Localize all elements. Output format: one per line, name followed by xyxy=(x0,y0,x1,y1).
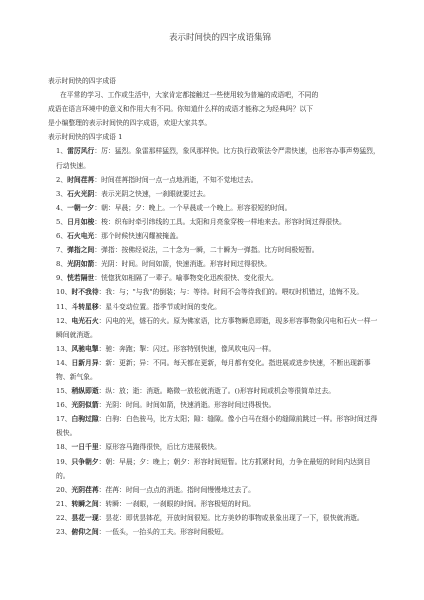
idiom-number: 6、 xyxy=(56,232,68,241)
idiom-definition: ：梭：织布时牵引纬线的工具。太阳和月亮象穿梭一样地来去。形容时间过得很快。 xyxy=(94,217,346,226)
idiom-entry xyxy=(48,257,384,271)
idiom-entry xyxy=(48,187,384,201)
idiom-term: 日月如梭 xyxy=(67,217,95,226)
idiom-definition: ：闪电的光，燧石的火。原为佛家语，比方事物瞬息即逝，现多形容事物象闪电和石火一样一瞬间就消逝。 xyxy=(56,316,378,339)
idiom-term: 白驹过隙 xyxy=(71,415,99,424)
idiom-number: 22、 xyxy=(56,513,72,522)
idiom-term: 日新月异 xyxy=(71,358,99,367)
intro-paragraph xyxy=(48,88,384,130)
idiom-number: 4、 xyxy=(56,203,68,212)
idiom-number: 23、 xyxy=(56,528,72,536)
idiom-number: 3、 xyxy=(56,189,68,198)
idiom-definition: ：新：更新；异：不同。每天都在更新，每月都有变化。指进展或进步快速，不断出现新事物、新气象。 xyxy=(56,358,371,381)
idiom-definition: ：光阴：时间。时间如箭，快速消逝。形容时间过得极快。 xyxy=(98,401,276,410)
idiom-definition: ：荏苒：时间一点点的消逝。指时间慢慢地过去了。 xyxy=(98,485,255,494)
idiom-term: 一朝一夕 xyxy=(67,203,95,212)
idiom-entry xyxy=(48,243,384,257)
subtitle: 表示时间快的四字成语 xyxy=(48,77,116,85)
idiom-term: 风驰电掣 xyxy=(71,344,99,353)
idiom-number: 20、 xyxy=(56,485,72,494)
idiom-entry xyxy=(48,201,384,215)
idiom-number: 17、 xyxy=(56,415,72,424)
idiom-term: 电光石火 xyxy=(71,316,99,325)
idiom-definition: ：光阴：时间。时间如箭，快速消逝。形容时间过得很快。 xyxy=(94,260,272,269)
idiom-entry xyxy=(48,215,384,229)
idiom-definition: ：星斗变动位置。指季节或时间的变化。 xyxy=(98,302,221,311)
idiom-number: 10、 xyxy=(56,288,72,297)
section-heading: 表示时间快的四字成语 1 xyxy=(48,133,123,142)
idiom-definition: ：恍惚犹如相隔了一辈子。喻事物变化迅疾很快、变化很大。 xyxy=(94,274,278,283)
idiom-term: 石火光阴 xyxy=(67,189,95,198)
idiom-term: 一日千里 xyxy=(71,443,99,452)
document-title: 表示时间快的四字成语集锦 xyxy=(168,33,271,43)
idiom-definition: ：一低头，一抬头的工夫。形容时间极短。 xyxy=(98,528,228,536)
idiom-definition: ：纵：放；逝：消逝。略微一放松就消逝了。()形容时间或机会等很简单过去。 xyxy=(98,387,336,396)
idiom-entry xyxy=(48,300,384,314)
idiom-entry xyxy=(48,525,384,539)
idiom-entry xyxy=(48,384,384,398)
idiom-list xyxy=(48,144,384,539)
idiom-number: 21、 xyxy=(56,499,72,508)
idiom-term: 昙花一现 xyxy=(71,513,99,522)
idiom-term: 时不我待 xyxy=(71,288,99,297)
idiom-definition: ：朝：早晨；夕：晚上；朝夕：形容时间短暂。比方抓紧时间，力争在最短的时间内达到目的。 xyxy=(56,457,371,480)
idiom-entry xyxy=(48,229,384,243)
idiom-number: 9、 xyxy=(56,274,68,283)
idiom-term: 斗转星移 xyxy=(71,302,99,311)
idiom-term: 俯仰之间 xyxy=(71,528,99,536)
idiom-entry xyxy=(48,455,384,483)
idiom-term: 雷厉风行 xyxy=(67,147,95,156)
idiom-definition: ：弹指：按佛经说法，二十念为一瞬，二十瞬为一弹指。比方时间极短暂。 xyxy=(94,246,319,255)
idiom-number: 16、 xyxy=(56,401,72,410)
idiom-term: 光阴似箭 xyxy=(71,401,99,410)
idiom-entry xyxy=(48,398,384,412)
intro-line: 是小编整理的表示时间快的四字成语，欢迎大家共享。 xyxy=(48,119,212,128)
idiom-definition: ：那个时候快速闪耀被掩盖。 xyxy=(94,232,183,241)
idiom-definition: ：昙花：即优昙钵花，开放时间很短。比方美妙的事物或景象出现了一下，很快就消逝。 xyxy=(98,513,364,522)
idiom-term: 光阴如箭 xyxy=(67,260,95,269)
idiom-number: 8、 xyxy=(56,260,68,269)
idiom-term: 转瞬之间 xyxy=(71,499,99,508)
idiom-definition: ：时间荏苒指时间一点一点地消逝，不知不觉地过去。 xyxy=(94,175,258,184)
intro-line: 在平常的学习、工作或生活中，大家肯定都接触过一些使用较为普遍的成语吧，不同的 xyxy=(60,91,319,100)
idiom-definition: ：厉：猛烈。象雷那样猛烈，象风那样快。比方执行政策法令严肃快速，也形容办事声势猛烈，行动快速。 xyxy=(56,147,380,170)
idiom-entry xyxy=(48,314,384,342)
idiom-entry xyxy=(48,511,384,525)
idiom-term: 稍纵即逝 xyxy=(71,387,99,396)
idiom-entry xyxy=(48,144,384,172)
idiom-term: 只争朝夕 xyxy=(71,457,99,466)
idiom-number: 19、 xyxy=(56,457,72,466)
idiom-entry xyxy=(48,271,384,285)
idiom-entry xyxy=(48,440,384,454)
idiom-number: 14、 xyxy=(56,358,72,367)
idiom-entry xyxy=(48,497,384,511)
idiom-entry xyxy=(48,342,384,356)
idiom-entry xyxy=(48,356,384,384)
idiom-definition: ：白驹：白色骏马，比方太阳；隙：缝隙。像小白马在细小的缝隙前跳过一样。形容时间过得极快。 xyxy=(56,415,378,438)
idiom-definition: ：驰：奔跑；掣：闪过。形容特别快速，像风吹电闪一样。 xyxy=(98,344,276,353)
idiom-definition: ：表示光阴之快速，一刹眼就要过去。 xyxy=(94,189,210,198)
idiom-entry xyxy=(48,483,384,497)
idiom-entry xyxy=(48,285,384,299)
idiom-definition: ：我：与；"与我"的倒装；与：等待。时间不会等待我们的。喂叹时机错过，追悔不及。 xyxy=(98,288,364,297)
idiom-number: 13、 xyxy=(56,344,72,353)
idiom-definition: ：朝：早晨；夕：晚上。一个早晨或一个晚上。形容很短的时间。 xyxy=(94,203,292,212)
idiom-term: 石火电光 xyxy=(67,232,95,241)
idiom-term: 弹指之间 xyxy=(67,246,95,255)
idiom-term: 光阴荏苒 xyxy=(71,485,99,494)
idiom-definition: ：原形容马跑得很快，后比方进展极快。 xyxy=(98,443,221,452)
idiom-entry xyxy=(48,173,384,187)
idiom-number: 2、 xyxy=(56,175,68,184)
idiom-term: 恍若隔世 xyxy=(67,274,95,283)
intro-line: 成语在语言环境中的意义和作用大有不同。你知道什么样的成语才能称之为经典吗？以下 xyxy=(48,105,314,114)
idiom-definition: ：转瞬：一刹眼，一刹眼的时间。形容极短的时间。 xyxy=(98,499,255,508)
idiom-term: 时间荏苒 xyxy=(67,175,95,184)
idiom-number: 15、 xyxy=(56,387,72,396)
idiom-number: 12、 xyxy=(56,316,72,325)
idiom-number: 7、 xyxy=(56,246,68,255)
idiom-entry xyxy=(48,412,384,440)
idiom-number: 18、 xyxy=(56,443,72,452)
idiom-number: 1、 xyxy=(56,147,68,156)
idiom-number: 5、 xyxy=(56,217,68,226)
idiom-number: 11、 xyxy=(56,302,72,311)
